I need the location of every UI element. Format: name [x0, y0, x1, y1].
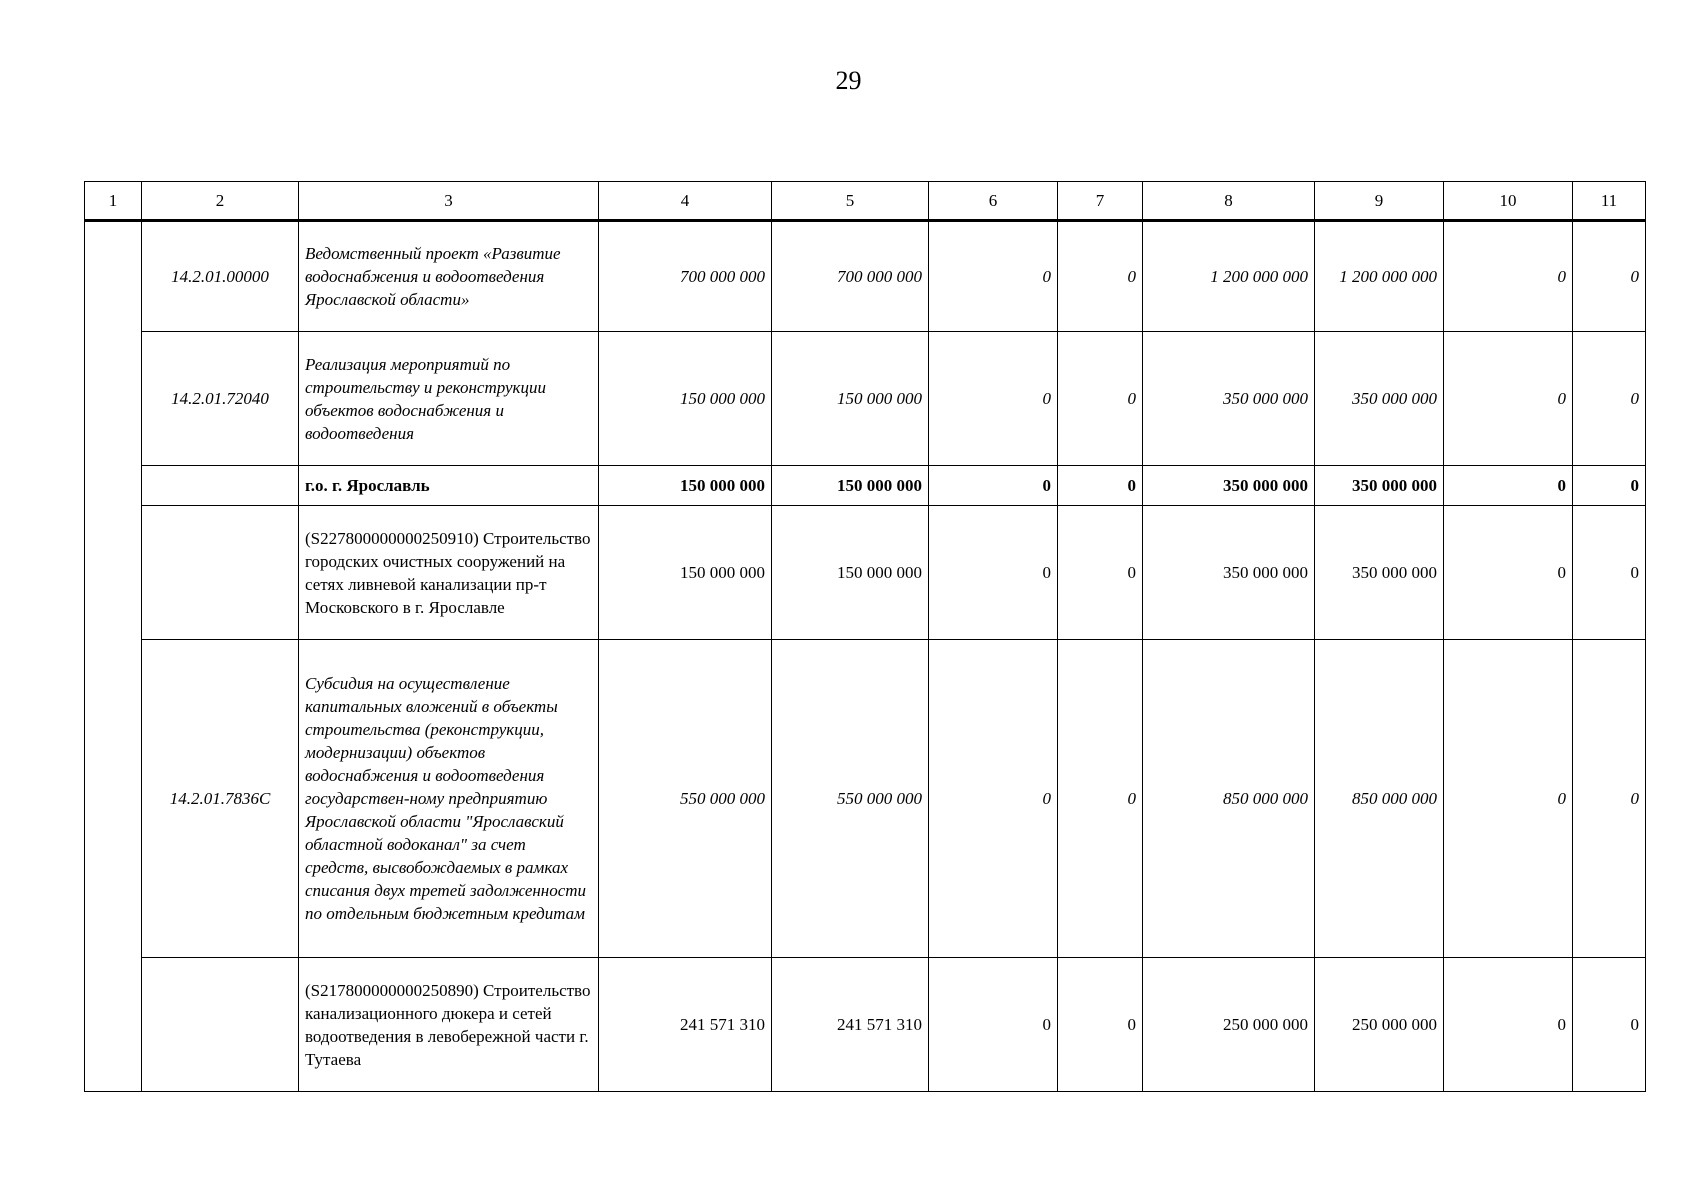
row-description: Реализация мероприятий по строительству и реконструкции объектов водоснабжения и водоотведения — [299, 332, 599, 466]
value-cell: 150 000 000 — [772, 466, 929, 506]
table-row — [85, 466, 1646, 506]
value-cell: 0 — [1058, 640, 1143, 958]
value-cell: 0 — [1444, 506, 1573, 640]
value-cell: 0 — [1444, 640, 1573, 958]
column-header: 3 — [299, 182, 599, 221]
value-cell: 350 000 000 — [1315, 466, 1444, 506]
value-cell: 0 — [929, 958, 1058, 1092]
value-cell: 0 — [1444, 221, 1573, 332]
value-cell: 850 000 000 — [1315, 640, 1444, 958]
value-cell: 550 000 000 — [599, 640, 772, 958]
column-header: 1 — [85, 182, 142, 221]
row-code — [142, 466, 299, 506]
value-cell: 250 000 000 — [1315, 958, 1444, 1092]
table-row — [85, 506, 1646, 640]
value-cell: 0 — [1444, 958, 1573, 1092]
value-cell: 0 — [1058, 332, 1143, 466]
value-cell: 0 — [1058, 958, 1143, 1092]
value-cell: 350 000 000 — [1143, 466, 1315, 506]
value-cell: 0 — [1573, 506, 1646, 640]
value-cell: 0 — [1444, 332, 1573, 466]
table-row — [85, 640, 1646, 958]
value-cell: 1 200 000 000 — [1315, 221, 1444, 332]
row-description: Субсидия на осуществление капитальных вложений в объекты строительства (реконструкции, модернизации) объектов водоснабжения и водоотведения государствен-ному предприятию Ярославской области "Ярославский областной водоканал" за счет средств, высвобождаемых в рамках списания двух третей задолженности по отдельным бюджетным кредитам — [299, 640, 599, 958]
row-code: 14.2.01.00000 — [142, 221, 299, 332]
budget-table — [84, 181, 1646, 1092]
value-cell: 0 — [1444, 466, 1573, 506]
value-cell: 241 571 310 — [772, 958, 929, 1092]
table-row — [85, 332, 1646, 466]
value-cell: 0 — [929, 221, 1058, 332]
value-cell: 0 — [1058, 466, 1143, 506]
column-header: 2 — [142, 182, 299, 221]
value-cell: 350 000 000 — [1143, 506, 1315, 640]
column-header: 10 — [1444, 182, 1573, 221]
column-header: 5 — [772, 182, 929, 221]
value-cell: 150 000 000 — [772, 506, 929, 640]
value-cell: 350 000 000 — [1143, 332, 1315, 466]
row-code: 14.2.01.7836С — [142, 640, 299, 958]
column-header: 6 — [929, 182, 1058, 221]
row-description: (S217800000000250890) Строительство канализационного дюкера и сетей водоотведения в левобережной части г. Тутаева — [299, 958, 599, 1092]
table-row — [85, 958, 1646, 1092]
value-cell: 0 — [1058, 506, 1143, 640]
page-number: 29 — [835, 66, 862, 95]
column-header: 4 — [599, 182, 772, 221]
row-description: Ведомственный проект «Развитие водоснабжения и водоотведения Ярославской области» — [299, 221, 599, 332]
column-header: 9 — [1315, 182, 1444, 221]
value-cell: 150 000 000 — [599, 466, 772, 506]
value-cell: 150 000 000 — [599, 332, 772, 466]
value-cell: 350 000 000 — [1315, 506, 1444, 640]
row-description: (S227800000000250910) Строительство городских очистных сооружений на сетях ливневой канализации пр-т Московского в г. Ярославле — [299, 506, 599, 640]
row-code: 14.2.01.72040 — [142, 332, 299, 466]
value-cell: 0 — [929, 466, 1058, 506]
row-description: г.о. г. Ярославль — [299, 466, 599, 506]
value-cell: 0 — [1058, 221, 1143, 332]
value-cell: 250 000 000 — [1143, 958, 1315, 1092]
value-cell: 700 000 000 — [772, 221, 929, 332]
value-cell: 0 — [1573, 332, 1646, 466]
value-cell: 0 — [1573, 221, 1646, 332]
value-cell: 0 — [1573, 640, 1646, 958]
value-cell: 350 000 000 — [1315, 332, 1444, 466]
column-1-cell — [85, 221, 142, 1092]
row-code — [142, 958, 299, 1092]
value-cell: 150 000 000 — [772, 332, 929, 466]
table-row — [85, 221, 1646, 332]
column-header: 11 — [1573, 182, 1646, 221]
value-cell: 0 — [929, 332, 1058, 466]
value-cell: 550 000 000 — [772, 640, 929, 958]
table-header-row — [85, 182, 1646, 221]
value-cell: 0 — [1573, 466, 1646, 506]
value-cell: 700 000 000 — [599, 221, 772, 332]
row-code — [142, 506, 299, 640]
value-cell: 150 000 000 — [599, 506, 772, 640]
value-cell: 1 200 000 000 — [1143, 221, 1315, 332]
value-cell: 0 — [929, 506, 1058, 640]
value-cell: 241 571 310 — [599, 958, 772, 1092]
value-cell: 850 000 000 — [1143, 640, 1315, 958]
column-header: 7 — [1058, 182, 1143, 221]
value-cell: 0 — [929, 640, 1058, 958]
column-header: 8 — [1143, 182, 1315, 221]
value-cell: 0 — [1573, 958, 1646, 1092]
